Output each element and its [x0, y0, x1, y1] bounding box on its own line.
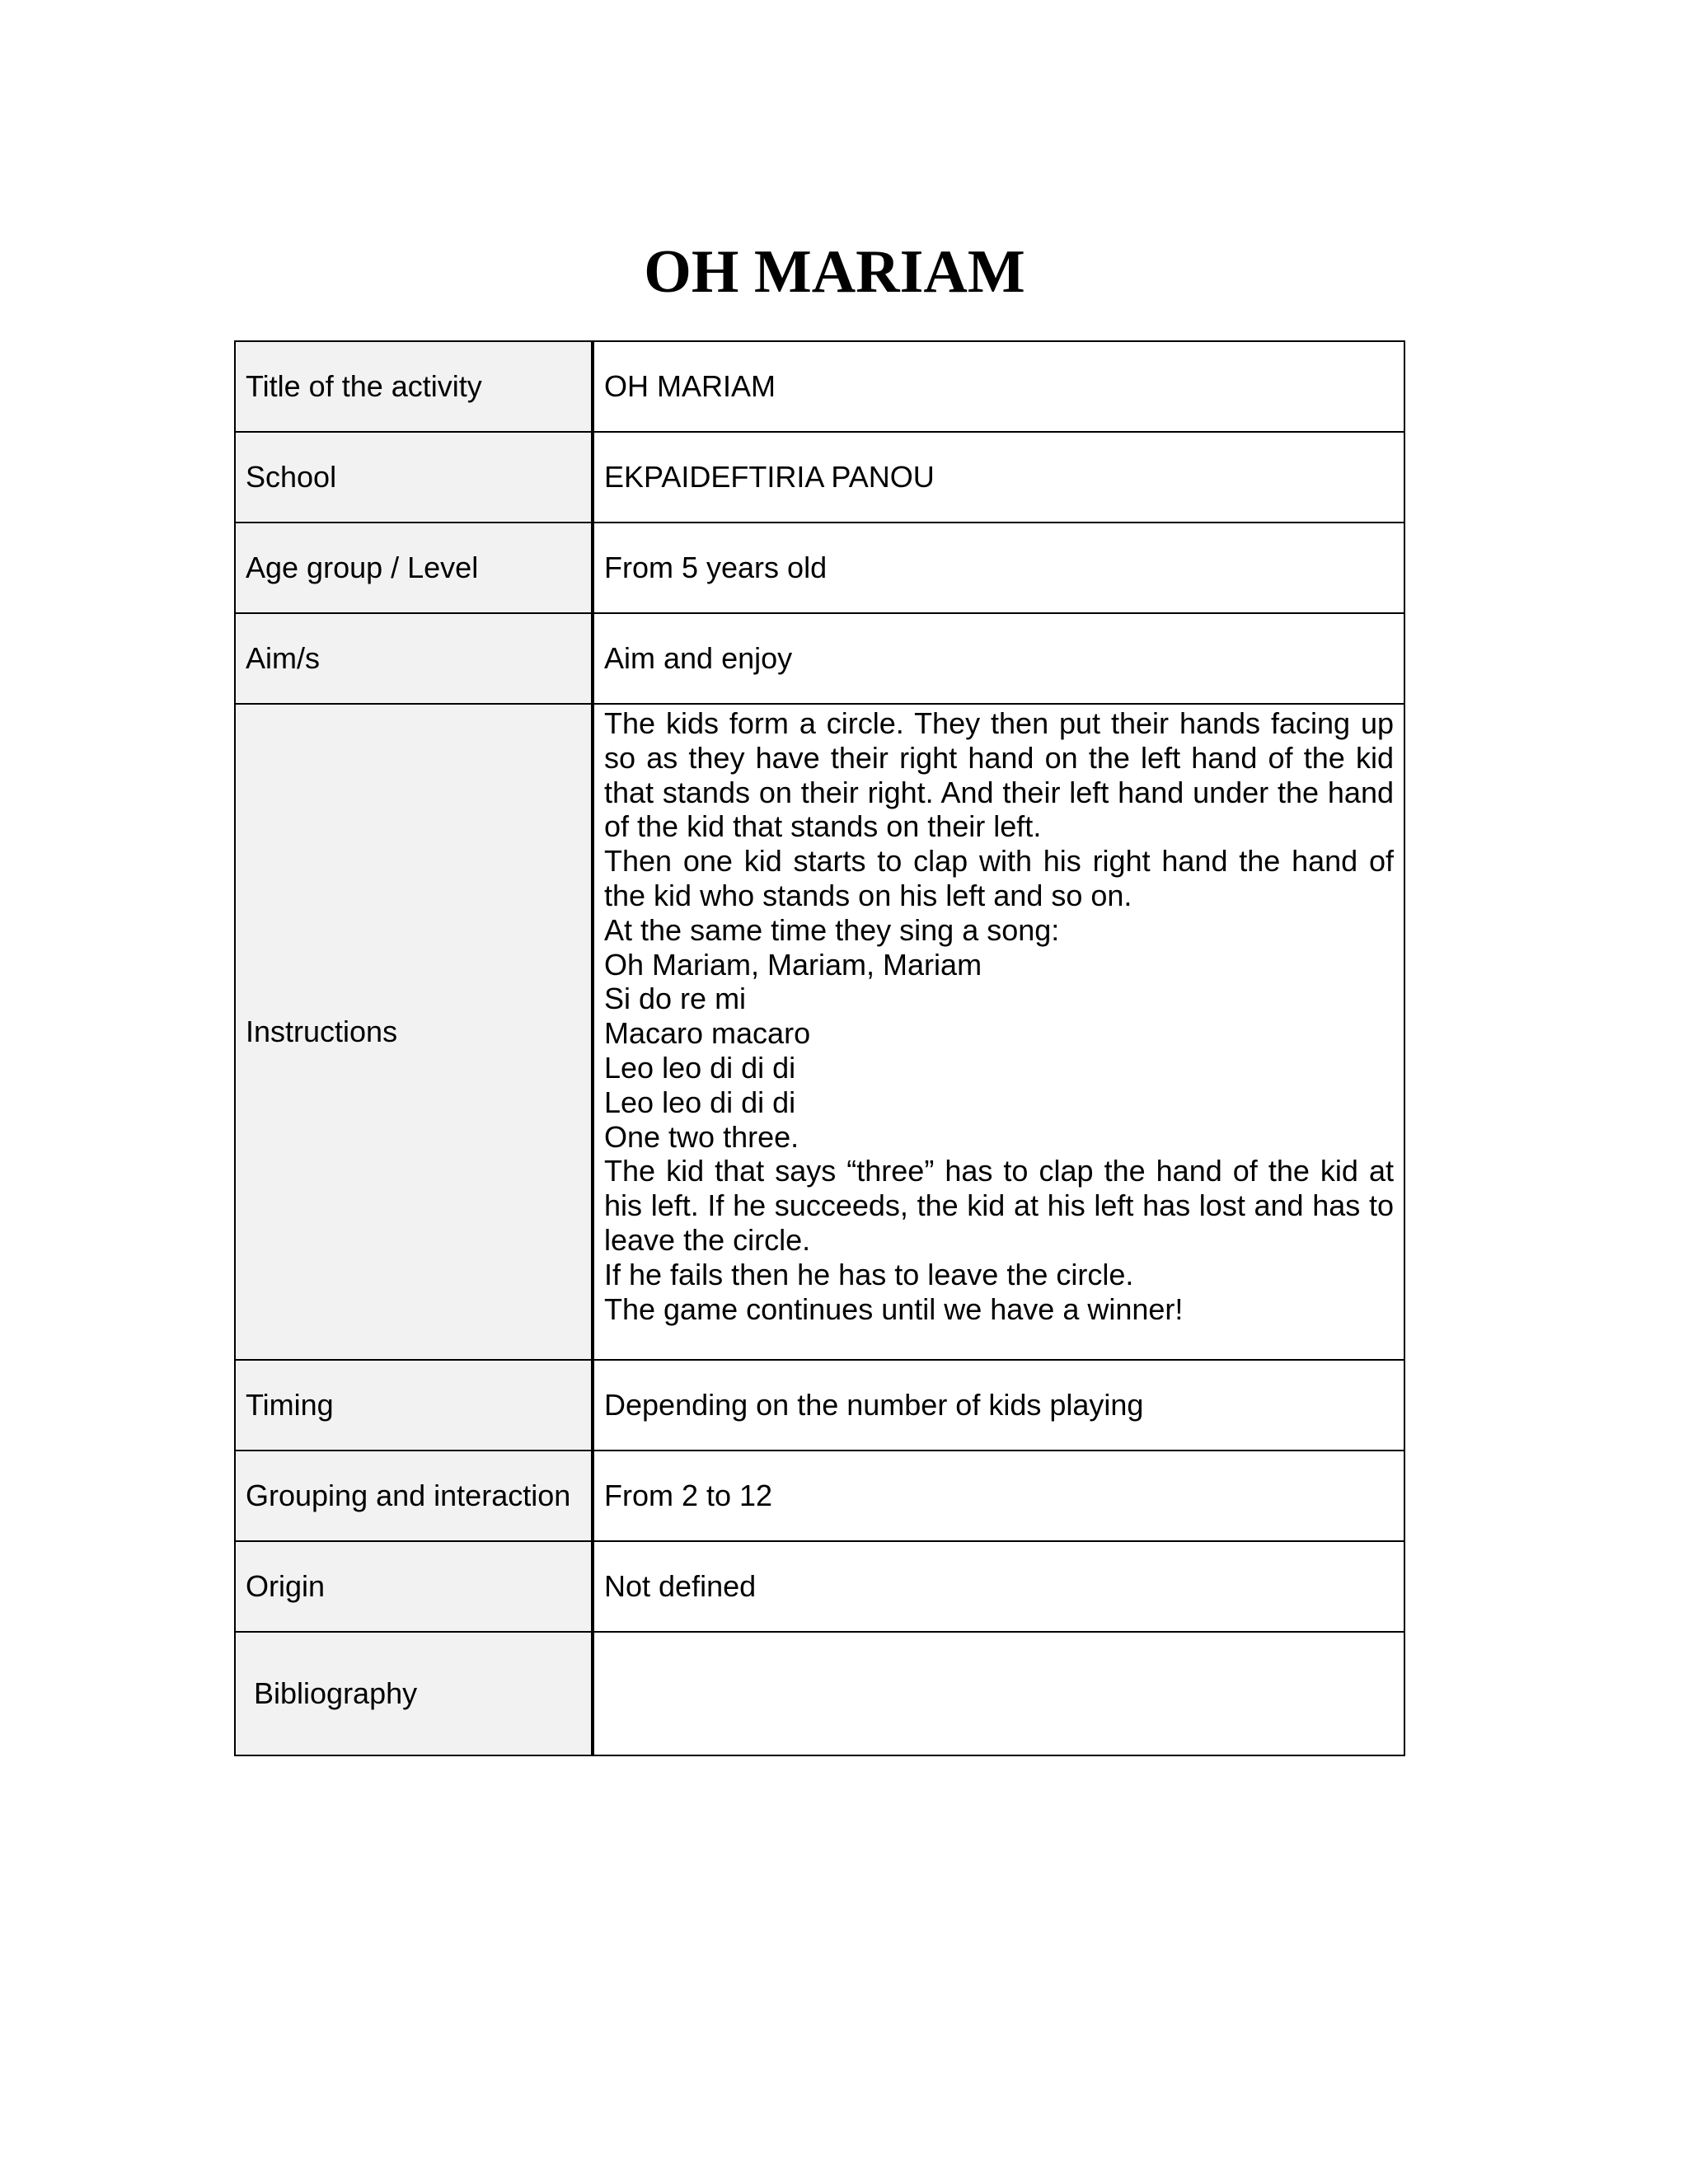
- instruction-line: that stands on their right. And their left hand under the hand: [604, 775, 1394, 809]
- row-label-title: Title of the activity: [235, 341, 593, 432]
- table-row-instructions: [235, 704, 1404, 1360]
- row-label-timing: Timing: [235, 1360, 593, 1451]
- instruction-line: of the kid that stands on their left.: [604, 809, 1042, 844]
- row-value-timing: Depending on the number of kids playing: [593, 1360, 1404, 1451]
- table-row-grouping: [235, 1451, 1404, 1541]
- row-value-grouping: From 2 to 12: [593, 1451, 1404, 1541]
- table-row-school: [235, 432, 1404, 523]
- row-label-school: School: [235, 432, 593, 523]
- row-value-origin: Not defined: [593, 1541, 1404, 1632]
- instruction-line: At the same time they sing a song:: [604, 912, 1060, 947]
- song-line: Oh Mariam, Mariam, Mariam: [604, 947, 982, 982]
- table-row-title: [235, 341, 1404, 432]
- row-value-age-group: From 5 years old: [593, 523, 1404, 613]
- table-row-bibliography: [235, 1632, 1404, 1755]
- row-value-bibliography: [593, 1632, 1404, 1755]
- row-label-age-group: Age group / Level: [235, 523, 593, 613]
- song-line: Si do re mi: [604, 982, 747, 1016]
- song-line: Leo leo di di di: [604, 1085, 796, 1119]
- table-row-age-group: [235, 523, 1404, 613]
- page-title: OH MARIAM: [644, 238, 1025, 306]
- instruction-line: The kid that says “three” has to clap the hand of the kid at: [604, 1154, 1394, 1188]
- activity-table: [234, 340, 1405, 1756]
- row-label-instructions: Instructions: [235, 704, 593, 1360]
- instruction-line: his left. If he succeeds, the kid at his left has lost and has to: [604, 1188, 1394, 1223]
- row-label-bibliography: [235, 1632, 593, 1755]
- row-value-title: OH MARIAM: [593, 341, 1404, 432]
- instruction-line: If he fails then he has to leave the circle.: [604, 1257, 1134, 1291]
- instruction-line: so as they have their right hand on the left hand of the kid: [604, 740, 1394, 775]
- table-row-aims: [235, 613, 1404, 704]
- table-row-timing: [235, 1360, 1404, 1451]
- row-label-grouping: Grouping and interaction: [235, 1451, 593, 1541]
- song-line: One two three.: [604, 1119, 799, 1154]
- instruction-line: Then one kid starts to clap with his right hand the hand of: [604, 844, 1394, 879]
- instruction-line: the kid who stands on his left and so on.: [604, 878, 1132, 912]
- instruction-line: The kids form a circle. They then put their hands facing up: [604, 706, 1394, 740]
- row-label-aims: Aim/s: [235, 613, 593, 704]
- row-value-instructions: [593, 704, 1404, 1360]
- table-row-origin: [235, 1541, 1404, 1632]
- song-line: Leo leo di di di: [604, 1050, 796, 1085]
- row-value-school: EKPAIDEFTIRIA PANOU: [593, 432, 1404, 523]
- instruction-line: The game continues until we have a winner!: [604, 1291, 1184, 1326]
- song-line: Macaro macaro: [604, 1016, 811, 1051]
- row-value-aims: Aim and enjoy: [593, 613, 1404, 704]
- row-label-origin: Origin: [235, 1541, 593, 1632]
- instruction-line: leave the circle.: [604, 1222, 811, 1257]
- bibliography-label: Bibliography: [254, 1676, 418, 1710]
